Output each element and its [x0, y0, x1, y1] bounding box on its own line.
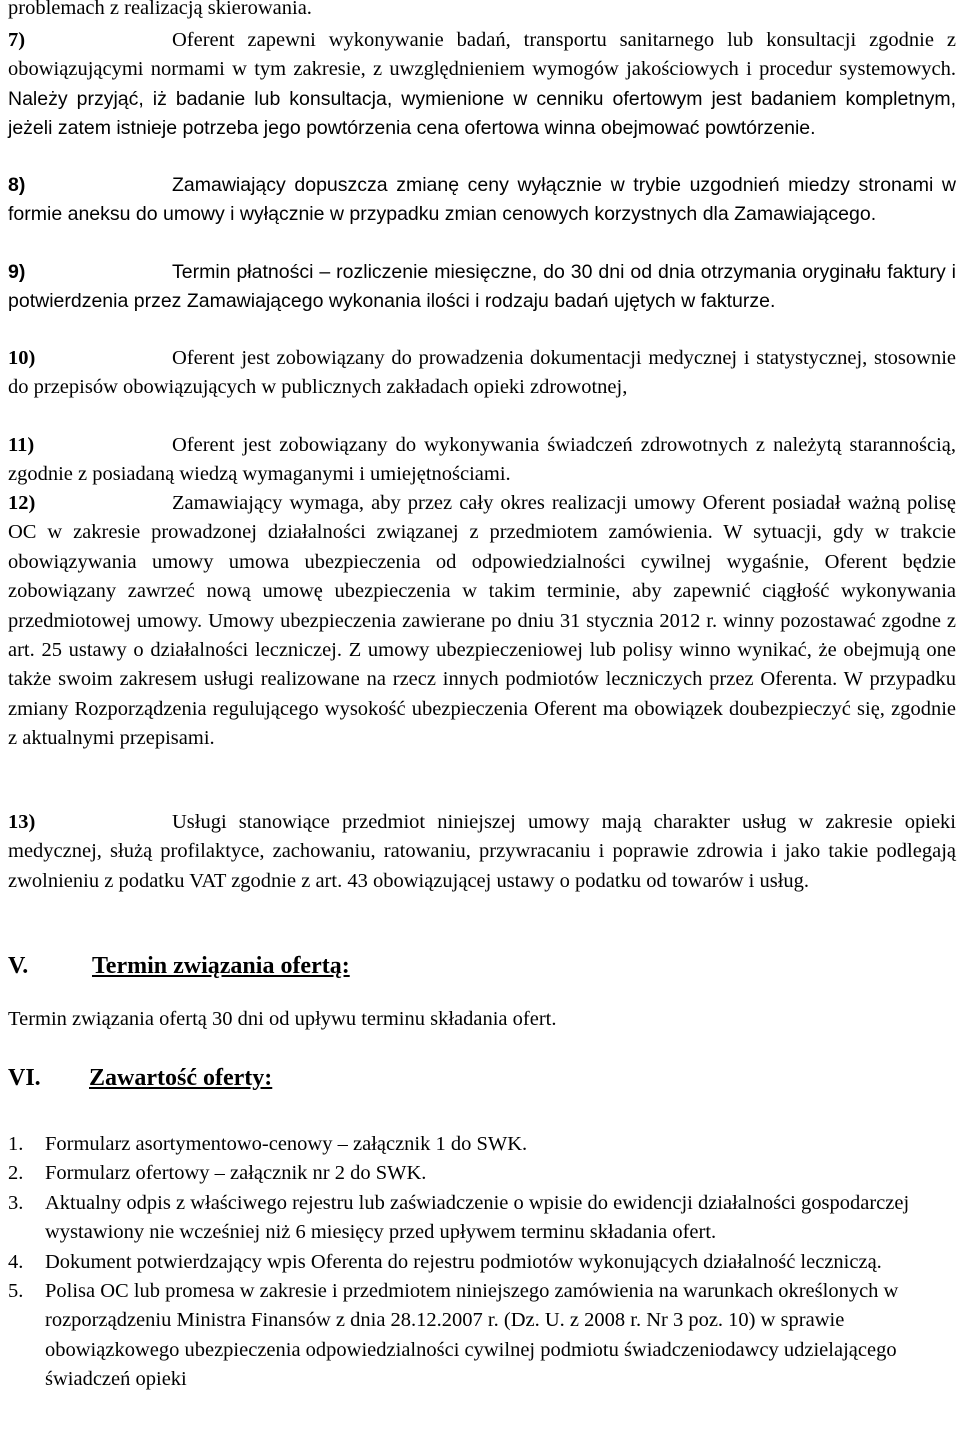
item-13-number: 13) [8, 811, 36, 833]
item-10 [8, 344, 956, 403]
item-7-number: 7) [8, 29, 26, 51]
list-item-number: 5. [8, 1280, 24, 1303]
item-8-number: 8) [8, 174, 26, 196]
item-10-text: Oferent jest zobowiązany do prowadzenia dokumentacji medycznej i statystycznej, stosownie do przepisów obowiązujących w publicznych zakładach opieki zdrowotnej, [8, 347, 956, 399]
item-9-number: 9) [8, 261, 26, 283]
list-item-number: 4. [8, 1250, 24, 1273]
list-item-number: 2. [8, 1162, 24, 1185]
list-item [8, 1130, 956, 1159]
list-item-text: Aktualny odpis z właściwego rejestru lub zaświadczenie o wpisie do ewidencji działalności gospodarczej wystawiony nie wcześniej niż 6 miesięcy przed upływem terminu składania ofert. [45, 1191, 910, 1244]
item-7-text-a: Oferent zapewni wykonywanie badań, transportu sanitarnego lub konsultacji zgodnie z obowiązującymi normami w tym zakresie, z uwzględnieniem wymogów jakościowych i procedur systemowych. [8, 29, 956, 81]
item-8 [8, 171, 956, 230]
list-item-number: 3. [8, 1191, 24, 1214]
list-item [8, 1277, 956, 1395]
item-11-text: Oferent jest zobowiązany do wykonywania świadczeń zdrowotnych z należytą starannością, zgodnie z posiadaną wiedzą wymaganymi i umiejętnościami. [8, 434, 956, 486]
list-item-text: Formularz ofertowy – załącznik nr 2 do SWK. [45, 1162, 427, 1185]
list-item-text: Dokument potwierdzający wpis Oferenta do rejestru podmiotów wykonujących działalność leczniczą. [45, 1250, 882, 1273]
item-11 [8, 431, 956, 490]
section-5-heading [8, 953, 350, 980]
section-5-title: Termin związania ofertą: [92, 953, 350, 979]
item-13 [8, 808, 956, 896]
item-7 [8, 26, 956, 144]
section-5-text: Termin związania ofertą 30 dni od upływu terminu składania ofert. [8, 1008, 557, 1030]
list-item [8, 1248, 956, 1277]
item-9 [8, 258, 956, 317]
list-item-text: Polisa OC lub promesa w zakresie i przedmiotem niniejszego zamówienia na warunkach określonych w rozporządzeniu Ministra Finansów z dnia 28.12.2007 r. (Dz. U. z 2008 r. Nr 3 poz. 10) w sprawie obowiązkowego ubezpieczenia odpowiedzialności cywilnej podmiotu świadczeniodawcy udzielającego świadczeń opieki [45, 1280, 899, 1391]
section-5-number: V. [8, 953, 29, 979]
list-item [8, 1159, 956, 1188]
item-12-number: 12) [8, 492, 36, 514]
item-12 [8, 489, 956, 754]
list-item [8, 1189, 956, 1248]
list-item-text: Formularz asortymentowo-cenowy – załącznik 1 do SWK. [45, 1133, 528, 1155]
list-item-number: 1. [8, 1133, 24, 1155]
offer-contents-list [8, 1130, 956, 1395]
item-11-number: 11) [8, 434, 35, 456]
intro-paragraph: problemach z realizacją skierowania. [8, 0, 312, 19]
item-9-text: Termin płatności – rozliczenie miesięczne, do 30 dni od dnia otrzymania oryginału faktury i potwierdzenia przez Zamawiającego wykonania ilości i rodzaju badań ujętych w fakturze. [8, 261, 956, 313]
item-10-number: 10) [8, 347, 36, 369]
item-8-text: Zamawiający dopuszcza zmianę ceny wyłącznie w trybie uzgodnień miedzy stronami w formie aneksu do umowy i wyłącznie w przypadku zmian cenowych korzystnych dla Zamawiającego. [8, 174, 956, 226]
section-6-heading [8, 1065, 273, 1092]
item-12-text: Zamawiający wymaga, aby przez cały okres realizacji umowy Oferent posiadał ważną polisę OC w zakresie prowadzonej działalności związanej z przedmiotem zamówienia. W sytuacji, gdy w trakcie obowiązywania umowy umowa ubezpieczenia od odpowiedzialności cywilnej wygaśnie, Oferent będzie zobowiązany zawrzeć nową umowę ubezpieczenia w takim terminie, aby zapewnić ciągłość wykonywania przedmiotowej umowy. Umowy ubezpieczenia zawierane po dniu 31 stycznia 2012 r. winny pozostawać zgodne z art. 25 ustawy o działalności leczniczej. Z umowy ubezpieczeniowej lub polisy winno wynikać, że obejmują one także swoim zakresem usługi realizowane na rzecz innych podmiotów leczniczych przez Oferenta. W przypadku zmiany Rozporządzenia regulującego wysokość ubezpieczenia Oferent ma obowiązek doubezpieczyć się, zgodnie z aktualnymi przepisami. [8, 492, 956, 750]
item-7-text-b: Należy przyjąć, iż badanie lub konsultacja, wymienione w cenniku ofertowym jest badaniem kompletnym, jeżeli zatem istnieje potrzeba jego powtórzenia cena ofertowa winna obejmować powtórzenie. [8, 87, 956, 140]
item-13-text: Usługi stanowiące przedmiot niniejszej umowy mają charakter usług w zakresie opieki medycznej, służą profilaktyce, zachowaniu, ratowaniu, przywracaniu i poprawie zdrowia i jako takie podlegają zwolnieniu z podatku VAT zgodnie z art. 43 obowiązującej ustawy o podatku od towarów i usług. [8, 811, 956, 892]
section-6-title: Zawartość oferty: [89, 1065, 273, 1091]
section-6-number: VI. [8, 1065, 41, 1091]
